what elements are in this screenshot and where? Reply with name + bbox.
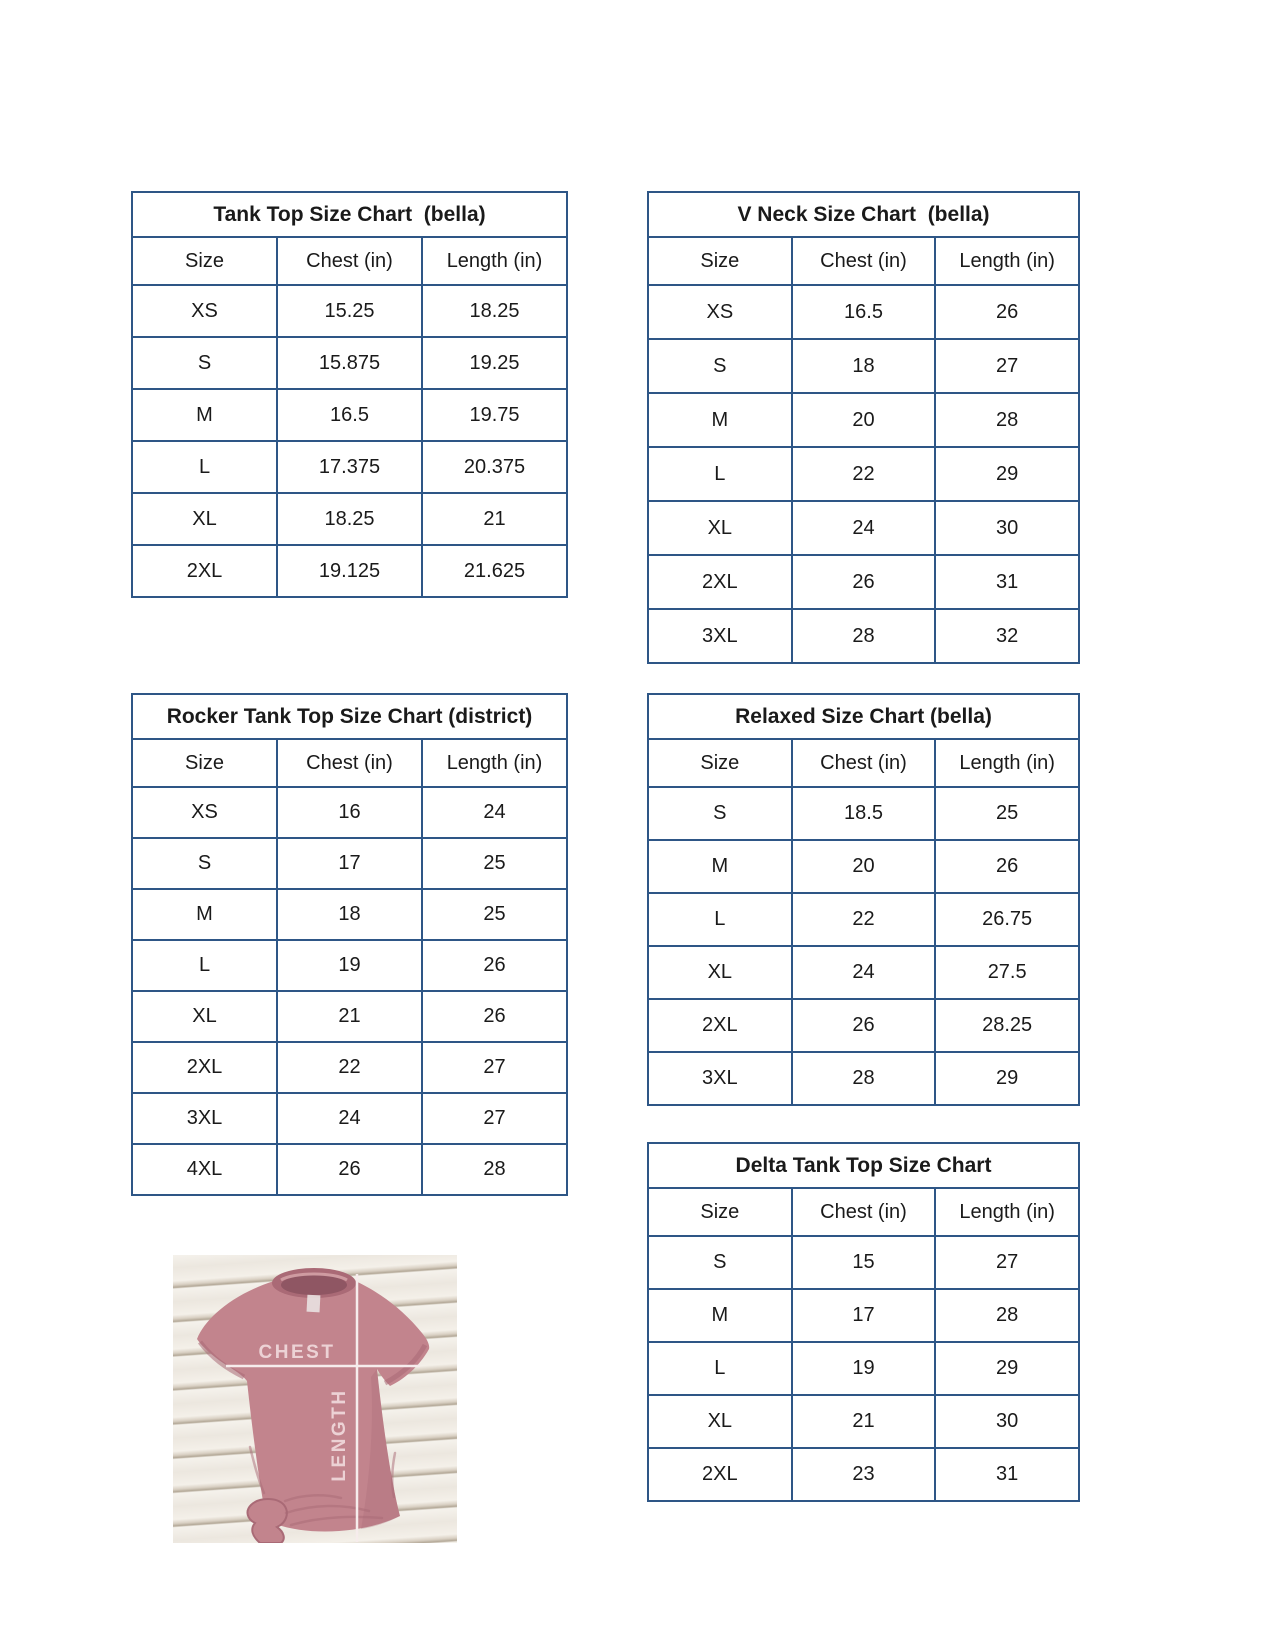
column-header-chest: Chest (in) bbox=[792, 1188, 936, 1236]
table-row bbox=[648, 1289, 1079, 1342]
size-cell: S bbox=[132, 838, 277, 889]
size-cell: XS bbox=[132, 787, 277, 838]
chest-cell: 28 bbox=[792, 1052, 936, 1105]
chest-cell: 16 bbox=[277, 787, 422, 838]
length-cell: 31 bbox=[935, 555, 1079, 609]
size-cell: L bbox=[132, 940, 277, 991]
table-row bbox=[132, 545, 567, 597]
table-row bbox=[132, 838, 567, 889]
size-cell: 4XL bbox=[132, 1144, 277, 1195]
chest-cell: 20 bbox=[792, 393, 936, 447]
table-row bbox=[648, 946, 1079, 999]
table-row bbox=[132, 389, 567, 441]
size-chart-table bbox=[647, 693, 1080, 1106]
chest-cell: 19.125 bbox=[277, 545, 422, 597]
length-cell: 28 bbox=[422, 1144, 567, 1195]
chest-cell: 19 bbox=[277, 940, 422, 991]
chest-cell: 22 bbox=[792, 447, 936, 501]
table-row bbox=[132, 889, 567, 940]
shirt-measurement-photo bbox=[173, 1255, 457, 1543]
length-cell: 24 bbox=[422, 787, 567, 838]
chest-cell: 15 bbox=[792, 1236, 936, 1289]
chest-cell: 26 bbox=[277, 1144, 422, 1195]
size-cell: 2XL bbox=[648, 999, 792, 1052]
table-row bbox=[132, 940, 567, 991]
care-tag bbox=[307, 1295, 321, 1313]
chest-cell: 26 bbox=[792, 555, 936, 609]
tshirt-graphic bbox=[173, 1255, 457, 1543]
chest-cell: 21 bbox=[277, 991, 422, 1042]
column-header-length: Length (in) bbox=[422, 237, 567, 285]
table-row bbox=[648, 339, 1079, 393]
chest-cell: 18.5 bbox=[792, 787, 936, 840]
length-cell: 19.25 bbox=[422, 337, 567, 389]
size-cell: XL bbox=[648, 501, 792, 555]
length-cell: 26 bbox=[935, 840, 1079, 893]
table-row bbox=[132, 1093, 567, 1144]
size-cell: S bbox=[648, 339, 792, 393]
length-cell: 27 bbox=[422, 1093, 567, 1144]
size-chart-rocker-tank-top bbox=[131, 693, 568, 1196]
chest-cell: 22 bbox=[277, 1042, 422, 1093]
length-cell: 31 bbox=[935, 1448, 1079, 1501]
chest-label: CHEST bbox=[258, 1342, 336, 1363]
length-cell: 29 bbox=[935, 1342, 1079, 1395]
column-header-size: Size bbox=[648, 1188, 792, 1236]
table-title: Delta Tank Top Size Chart bbox=[648, 1143, 1079, 1188]
size-cell: L bbox=[648, 1342, 792, 1395]
table-row bbox=[648, 501, 1079, 555]
table-row bbox=[132, 787, 567, 838]
length-cell: 18.25 bbox=[422, 285, 567, 337]
collar-opening bbox=[281, 1275, 347, 1295]
size-cell: L bbox=[648, 893, 792, 946]
length-cell: 26.75 bbox=[935, 893, 1079, 946]
table-row bbox=[648, 555, 1079, 609]
chest-cell: 21 bbox=[792, 1395, 936, 1448]
length-cell: 29 bbox=[935, 1052, 1079, 1105]
chest-cell: 22 bbox=[792, 893, 936, 946]
column-header-chest: Chest (in) bbox=[792, 739, 936, 787]
size-cell: XL bbox=[132, 493, 277, 545]
size-cell: XS bbox=[132, 285, 277, 337]
table-row bbox=[132, 991, 567, 1042]
size-cell: L bbox=[132, 441, 277, 493]
size-cell: S bbox=[648, 787, 792, 840]
table-row bbox=[132, 1042, 567, 1093]
length-cell: 21.625 bbox=[422, 545, 567, 597]
size-cell: 3XL bbox=[648, 1052, 792, 1105]
length-cell: 28 bbox=[935, 1289, 1079, 1342]
size-chart-table bbox=[131, 191, 568, 598]
size-cell: M bbox=[132, 889, 277, 940]
size-cell: 2XL bbox=[648, 555, 792, 609]
table-row bbox=[648, 840, 1079, 893]
table-row bbox=[648, 447, 1079, 501]
chest-cell: 17 bbox=[277, 838, 422, 889]
size-cell: 3XL bbox=[648, 609, 792, 663]
size-cell: 2XL bbox=[132, 545, 277, 597]
chest-cell: 19 bbox=[792, 1342, 936, 1395]
table-row bbox=[648, 609, 1079, 663]
size-chart-relaxed bbox=[647, 693, 1080, 1106]
length-cell: 26 bbox=[935, 285, 1079, 339]
length-cell: 30 bbox=[935, 501, 1079, 555]
table-row bbox=[132, 285, 567, 337]
table-row bbox=[648, 1395, 1079, 1448]
column-header-length: Length (in) bbox=[935, 237, 1079, 285]
size-cell: M bbox=[648, 393, 792, 447]
length-cell: 26 bbox=[422, 940, 567, 991]
length-cell: 27 bbox=[422, 1042, 567, 1093]
column-header-chest: Chest (in) bbox=[277, 237, 422, 285]
table-row bbox=[648, 893, 1079, 946]
chest-cell: 15.875 bbox=[277, 337, 422, 389]
length-cell: 28.25 bbox=[935, 999, 1079, 1052]
size-chart-delta-tank-top bbox=[647, 1142, 1080, 1502]
size-chart-table bbox=[647, 1142, 1080, 1502]
length-cell: 27.5 bbox=[935, 946, 1079, 999]
size-cell: M bbox=[648, 1289, 792, 1342]
length-cell: 29 bbox=[935, 447, 1079, 501]
table-title: V Neck Size Chart (bella) bbox=[648, 192, 1079, 237]
column-header-chest: Chest (in) bbox=[277, 739, 422, 787]
table-row bbox=[648, 999, 1079, 1052]
size-cell: XL bbox=[648, 946, 792, 999]
length-cell: 19.75 bbox=[422, 389, 567, 441]
chest-cell: 24 bbox=[277, 1093, 422, 1144]
table-title: Tank Top Size Chart (bella) bbox=[132, 192, 567, 237]
length-cell: 32 bbox=[935, 609, 1079, 663]
chest-cell: 24 bbox=[792, 501, 936, 555]
length-cell: 25 bbox=[422, 838, 567, 889]
size-cell: M bbox=[648, 840, 792, 893]
size-chart-v-neck bbox=[647, 191, 1080, 664]
table-row bbox=[132, 337, 567, 389]
table-title: Relaxed Size Chart (bella) bbox=[648, 694, 1079, 739]
chest-cell: 17 bbox=[792, 1289, 936, 1342]
length-cell: 26 bbox=[422, 991, 567, 1042]
length-cell: 25 bbox=[935, 787, 1079, 840]
chest-cell: 20 bbox=[792, 840, 936, 893]
table-row bbox=[132, 493, 567, 545]
length-cell: 21 bbox=[422, 493, 567, 545]
column-header-length: Length (in) bbox=[935, 1188, 1079, 1236]
column-header-size: Size bbox=[648, 237, 792, 285]
size-chart-tank-top bbox=[131, 191, 568, 598]
column-header-chest: Chest (in) bbox=[792, 237, 936, 285]
column-header-size: Size bbox=[132, 237, 277, 285]
table-row bbox=[648, 393, 1079, 447]
chest-cell: 18.25 bbox=[277, 493, 422, 545]
size-chart-table bbox=[647, 191, 1080, 664]
chest-cell: 17.375 bbox=[277, 441, 422, 493]
table-row bbox=[648, 285, 1079, 339]
size-cell: S bbox=[648, 1236, 792, 1289]
size-cell: 3XL bbox=[132, 1093, 277, 1144]
table-row bbox=[648, 1448, 1079, 1501]
length-cell: 30 bbox=[935, 1395, 1079, 1448]
table-row bbox=[648, 1236, 1079, 1289]
column-header-size: Size bbox=[648, 739, 792, 787]
length-cell: 25 bbox=[422, 889, 567, 940]
chest-cell: 18 bbox=[277, 889, 422, 940]
length-cell: 20.375 bbox=[422, 441, 567, 493]
chest-cell: 28 bbox=[792, 609, 936, 663]
chest-cell: 24 bbox=[792, 946, 936, 999]
column-header-size: Size bbox=[132, 739, 277, 787]
length-cell: 28 bbox=[935, 393, 1079, 447]
chest-cell: 16.5 bbox=[277, 389, 422, 441]
column-header-length: Length (in) bbox=[935, 739, 1079, 787]
size-cell: 2XL bbox=[132, 1042, 277, 1093]
table-row bbox=[132, 1144, 567, 1195]
chest-cell: 15.25 bbox=[277, 285, 422, 337]
size-cell: M bbox=[132, 389, 277, 441]
size-cell: 2XL bbox=[648, 1448, 792, 1501]
column-header-length: Length (in) bbox=[422, 739, 567, 787]
length-label: LENGTH bbox=[329, 1388, 350, 1482]
size-cell: S bbox=[132, 337, 277, 389]
size-cell: L bbox=[648, 447, 792, 501]
chest-cell: 26 bbox=[792, 999, 936, 1052]
chest-cell: 18 bbox=[792, 339, 936, 393]
size-cell: XL bbox=[648, 1395, 792, 1448]
table-row bbox=[132, 441, 567, 493]
size-chart-table bbox=[131, 693, 568, 1196]
table-row bbox=[648, 787, 1079, 840]
length-cell: 27 bbox=[935, 1236, 1079, 1289]
knot bbox=[248, 1499, 287, 1543]
size-cell: XS bbox=[648, 285, 792, 339]
length-cell: 27 bbox=[935, 339, 1079, 393]
chest-cell: 23 bbox=[792, 1448, 936, 1501]
table-title: Rocker Tank Top Size Chart (district) bbox=[132, 694, 567, 739]
chest-cell: 16.5 bbox=[792, 285, 936, 339]
table-row bbox=[648, 1342, 1079, 1395]
size-cell: XL bbox=[132, 991, 277, 1042]
table-row bbox=[648, 1052, 1079, 1105]
